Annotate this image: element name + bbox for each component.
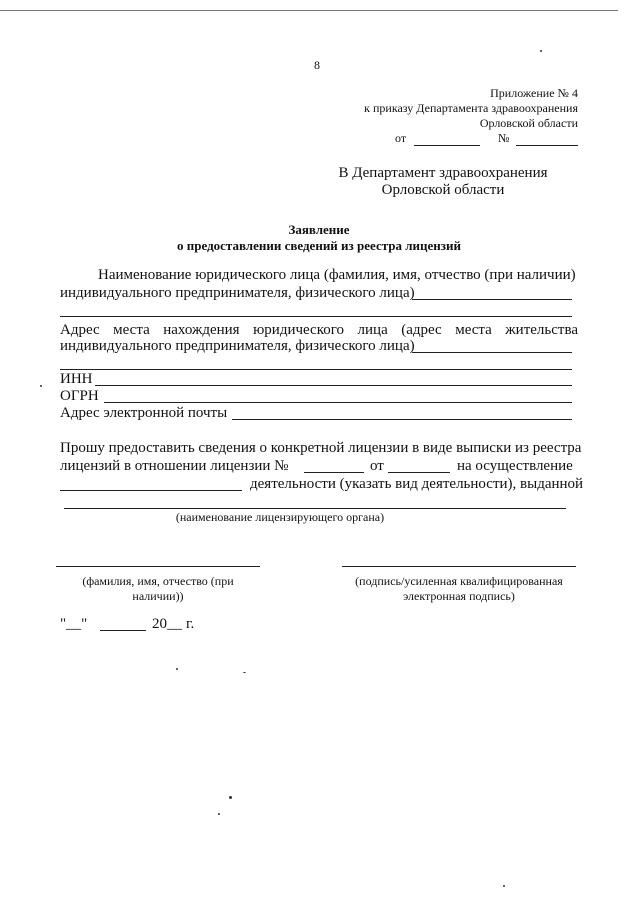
fullname-field[interactable] xyxy=(56,566,260,567)
addressee-line1: В Департамент здравоохранения xyxy=(338,165,548,181)
name-label-line2: индивидуального предпринимателя, физического лица) xyxy=(60,285,415,301)
appendix-order: к приказу Департамента здравоохранения xyxy=(364,101,578,115)
request-line2-part3: на осуществление xyxy=(457,458,573,474)
document-subtitle: о предоставлении сведений из реестра лицензий xyxy=(177,238,461,253)
scan-speck xyxy=(503,885,505,887)
scan-speck xyxy=(176,668,178,670)
date-month-field[interactable] xyxy=(100,630,146,631)
address-field[interactable] xyxy=(412,352,572,353)
name-label-line1: Наименование юридического лица (фамилия, имя, отчество (при наличии) xyxy=(98,267,576,283)
request-line2-part2: от xyxy=(370,458,384,474)
signature-caption-line1: (подпись/усиленная квалифицированная xyxy=(355,574,563,588)
address-label-line2: индивидуального предпринимателя, физического лица) xyxy=(60,338,415,354)
name-field[interactable] xyxy=(412,299,572,300)
email-field[interactable] xyxy=(232,419,572,420)
appendix-region: Орловской области xyxy=(479,116,578,130)
address-label-line1: Адрес места нахождения юридического лица (адрес места жительства xyxy=(60,322,578,338)
name-field-continuation[interactable] xyxy=(60,316,572,317)
request-line1: Прошу предоставить сведения о конкретной лицензии в виде выписки из реестра xyxy=(60,440,582,456)
address-field-continuation[interactable] xyxy=(60,369,572,370)
date-suffix: г. xyxy=(186,616,195,632)
appendix-number-blank xyxy=(516,145,578,146)
inn-field[interactable] xyxy=(95,385,572,386)
top-border-line xyxy=(0,10,618,11)
fullname-caption-line1: (фамилия, имя, отчество (при xyxy=(82,574,234,588)
scan-speck xyxy=(218,813,220,815)
licensing-authority-caption: (наименование лицензирующего органа) xyxy=(175,510,385,524)
licensing-authority-field[interactable] xyxy=(64,508,566,509)
license-number-field[interactable] xyxy=(304,472,364,473)
page-number: 8 xyxy=(314,58,320,72)
signature-field[interactable] xyxy=(342,566,576,567)
ogrn-field[interactable] xyxy=(104,402,572,403)
appendix-number-label: № xyxy=(498,131,510,145)
license-date-field[interactable] xyxy=(388,472,450,473)
appendix-date-blank xyxy=(414,145,480,146)
scan-speck xyxy=(40,385,42,387)
appendix-number: Приложение № 4 xyxy=(490,86,578,100)
scan-speck xyxy=(243,672,246,673)
request-line3: деятельности (указать вид деятельности), выданной xyxy=(250,476,584,492)
signature-caption-line2: электронная подпись) xyxy=(403,589,515,603)
addressee-line2: Орловской области xyxy=(381,182,505,198)
document-title: Заявление xyxy=(288,222,350,237)
ogrn-label: ОГРН xyxy=(60,388,99,404)
scan-speck xyxy=(540,50,542,52)
email-label: Адрес электронной почты xyxy=(60,405,228,421)
activity-field[interactable] xyxy=(60,490,242,491)
date-year: 20__ xyxy=(152,616,182,632)
date-day: "__" xyxy=(60,616,88,632)
inn-label: ИНН xyxy=(60,371,93,387)
appendix-from-label: от xyxy=(395,131,407,145)
fullname-caption-line2: наличии)) xyxy=(132,589,184,603)
request-line2-part1: лицензий в отношении лицензии № xyxy=(60,458,289,474)
scan-speck xyxy=(229,796,232,799)
